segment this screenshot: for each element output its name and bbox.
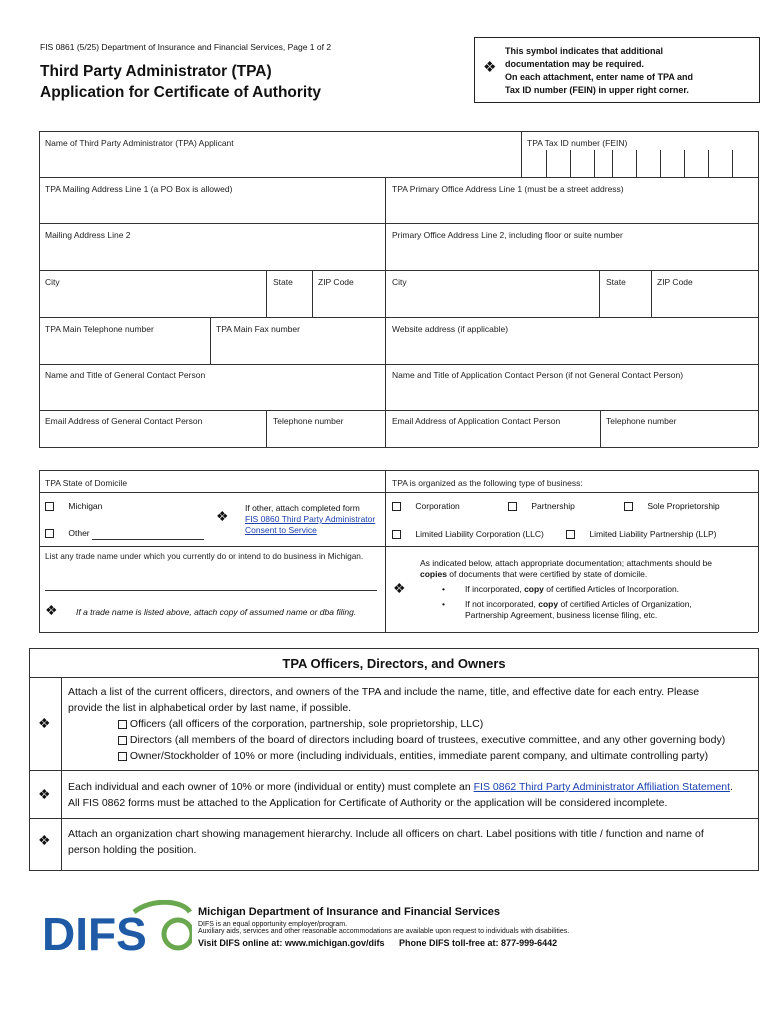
llc-label: Limited Liability Corporation (LLC) [415,529,544,539]
documentation-note [420,558,754,621]
notice-line-1: This symbol indicates that additional [505,46,664,56]
affiliation-suffix: . [730,781,733,793]
form-header [40,42,331,103]
row-line [29,770,759,771]
officers-p1-line1: Attach a list of the current officers, directors, and owners of the TPA and include the name, title, and effective date for each entry. Please [68,686,700,698]
primary-line1-label: TPA Primary Office Address Line 1 (must be a street address) [392,184,624,194]
doc-intro-2 [420,569,754,580]
bullet-2-prefix: If not incorporated, [465,599,539,609]
footer-text [198,906,569,948]
owners-option[interactable] [68,748,756,764]
diamond-icon: ❖ [393,580,406,596]
row-line [39,364,758,365]
office-city-field[interactable] [386,289,599,316]
org-chart-instructions [68,826,756,858]
fis0862-link[interactable]: FIS 0862 Third Party Administrator Affiliation Statement [473,781,731,793]
logo-ring [164,920,192,948]
llc-option[interactable] [392,529,544,539]
sole-prop-checkbox[interactable] [624,502,633,511]
affiliation-line2: All FIS 0862 forms must be attached to the Application for Certificate of Authority or the application will be considered incomplete. [68,797,668,809]
icon-column-line [61,677,62,871]
mailing-zip-label: ZIP Code [318,277,354,287]
other-label: Other [68,528,90,538]
diamond-icon: ❖ [483,59,497,76]
llp-checkbox[interactable] [566,530,575,539]
telephone-field[interactable] [39,336,209,363]
bullet-1-prefix: If incorporated, [465,584,525,594]
affiliation-instructions [68,779,756,811]
llp-label: Limited Liability Partnership (LLP) [589,529,717,539]
office-city-label: City [392,277,407,287]
sole-prop-option[interactable] [624,501,720,511]
fein-tick [594,150,595,177]
diamond-icon: ❖ [38,786,51,802]
notice-line-4: Tax ID number (FEIN) in upper right corner. [505,85,689,95]
general-contact-label: Name and Title of General Contact Person [45,370,206,380]
diamond-icon: ❖ [216,508,229,524]
bullet-1 [420,584,754,595]
grid-right-line [758,131,759,447]
corporation-checkbox[interactable] [392,502,401,511]
row-line [39,177,758,178]
difs-logo [42,900,192,961]
general-email-field[interactable] [39,428,265,447]
corporation-label: Corporation [415,501,460,511]
notice-text [505,45,693,97]
mailing-city-field[interactable] [39,289,265,316]
michigan-label: Michigan [68,501,103,511]
sole-prop-label: Sole Proprietorship [647,501,720,511]
tax-id-field[interactable] [522,150,758,176]
footer-web[interactable]: Visit DIFS online at: www.michigan.gov/difs [198,938,385,948]
partnership-checkbox[interactable] [508,502,517,511]
business-type-label: TPA is organized as the following type of business: [392,478,583,488]
notice-line-2: documentation may be required. [505,59,645,69]
row-line [29,677,759,678]
row-line [39,410,758,411]
title-line-2: Application for Certificate of Authority [40,84,322,101]
general-phone-field[interactable] [267,428,385,447]
officers-instructions [68,684,756,764]
officers-option-label: Officers (all officers of the corporation, partnership, sole proprietorship, LLC) [129,718,484,730]
fein-tick [660,150,661,177]
block-top-line [39,470,758,471]
office-zip-field[interactable] [652,289,758,316]
grid-bottom-line [39,447,758,448]
page-title [40,61,331,103]
row-line [385,546,758,547]
row-line [39,492,385,493]
corporation-option[interactable] [392,501,460,511]
michigan-checkbox[interactable] [45,502,54,511]
bullet-2-line-2: Partnership Agreement, business license filing, etc. [465,610,658,620]
domicile-label: TPA State of Domicile [45,478,128,488]
llc-checkbox[interactable] [392,530,401,539]
office-state-field[interactable] [600,289,650,316]
primary-line2-field[interactable] [386,242,758,270]
org-chart-line1: Attach an organization chart showing management hierarchy. Include all officers on chart. Label positions with title / function and name of [68,828,704,840]
fein-tick [732,150,733,177]
row-line [29,818,759,819]
mailing-state-label: State [273,277,293,287]
footer-contact [198,938,569,948]
general-email-label: Email Address of General Contact Person [45,416,203,426]
website-field[interactable] [386,336,758,363]
mailing-line2-label: Mailing Address Line 2 [45,230,131,240]
application-phone-field[interactable] [601,428,758,447]
other-checkbox[interactable] [45,529,54,538]
block-bottom-line [39,632,758,633]
application-contact-label: Name and Title of Application Contact Person (if not General Contact Person) [392,370,684,380]
if-other-note [245,503,380,536]
fein-tick [684,150,685,177]
fax-label: TPA Main Fax number [216,324,300,334]
row-line [39,223,758,224]
applicant-name-field[interactable] [39,150,521,176]
grid-top-line [39,131,758,132]
primary-line2-label: Primary Office Address Line 2, including floor or suite number [392,230,623,240]
office-zip-label: ZIP Code [657,277,693,287]
row-line [385,492,758,493]
officers-option[interactable] [68,716,756,732]
applicant-name-label: Name of Third Party Administrator (TPA) Applicant [45,138,234,148]
application-phone-label: Telephone number [606,416,677,426]
bullet-dot: • [442,584,445,594]
application-email-field[interactable] [386,428,599,447]
trade-name-note: If a trade name is listed above, attach copy of assumed name or dba filing. [76,607,357,617]
mailing-city-label: City [45,277,60,287]
block-right-line [758,470,759,632]
llp-option[interactable] [566,529,716,539]
owners-checkbox[interactable] [118,752,127,761]
officers-p1-line2: provide the list in alphabetical order by last name, if possible. [68,702,352,714]
notice-line-3: On each attachment, enter name of TPA and [505,72,694,82]
fein-tick [612,150,613,177]
bullet-dot: • [442,599,445,609]
diamond-icon: ❖ [38,715,51,731]
partnership-label: Partnership [531,501,575,511]
affiliation-line1 [68,779,756,795]
application-email-label: Email Address of Application Contact Person [392,416,561,426]
if-other-text: If other, attach completed form [245,503,360,513]
copies-bold: copies [420,569,447,579]
owners-option-label: Owner/Stockholder of 10% or more (including individuals, entities, immediate parent company, and ultimate controlling party) [129,750,709,762]
org-chart-line2: person holding the position. [68,844,197,856]
block-left-line [39,470,40,632]
primary-line1-field[interactable] [386,196,758,223]
difs-logo-graphic [42,900,192,956]
fein-tick [636,150,637,177]
logo-text: DIFS [42,908,147,956]
doc-intro: As indicated below, attach appropriate documentation; attachments should be [420,558,713,568]
mailing-line1-label: TPA Mailing Address Line 1 (a PO Box is allowed) [45,184,233,194]
bullet-2 [420,599,754,621]
partnership-option[interactable] [508,501,575,511]
footer-dept: Michigan Department of Insurance and Financial Services [198,906,500,918]
officers-checkbox[interactable] [118,720,127,729]
michigan-option[interactable] [45,501,102,511]
fein-tick [546,150,547,177]
fis0860-link[interactable]: FIS 0860 Third Party Administrator Consent to Service [245,514,376,535]
fax-field[interactable] [211,336,385,363]
directors-option-label: Directors (all members of the board of directors including board of trustees, executive committee, and any other governing body) [129,734,726,746]
bullet-2-bold: copy [538,599,559,609]
mailing-state-field[interactable] [267,289,311,316]
bullet-1-rest: of certified Articles of Incorporation. [543,584,680,594]
bullet-1-bold: copy [524,584,544,594]
mailing-line1-field[interactable] [39,196,385,223]
form-id: FIS 0861 (5/25) Department of Insurance and Financial Services, Page 1 of 2 [40,42,332,52]
directors-option[interactable] [68,732,756,748]
other-option[interactable] [45,528,90,538]
general-contact-field[interactable] [39,382,385,409]
telephone-label: TPA Main Telephone number [45,324,154,334]
block-center-line [385,470,386,632]
application-contact-field[interactable] [386,382,758,409]
officers-title: TPA Officers, Directors, and Owners [282,656,506,671]
footer-aux: Auxiliary aids, services and other reasonable accommodations are available upon request to individuals with disabilities. [198,928,570,935]
attachment-notice [474,37,760,103]
diamond-icon: ❖ [45,602,58,618]
mailing-line2-field[interactable] [39,242,385,270]
website-label: Website address (if applicable) [392,324,509,334]
title-line-1: Third Party Administrator (TPA) [40,63,272,80]
fein-tick [708,150,709,177]
row-line [39,546,385,547]
office-state-label: State [606,277,626,287]
general-phone-label: Telephone number [273,416,344,426]
footer-eoe: DIFS is an equal opportunity employer/program. [198,921,348,928]
footer-phone: Phone DIFS toll-free at: 877-999-6442 [399,938,558,948]
directors-checkbox[interactable] [118,736,127,745]
trade-name-field[interactable] [45,566,377,590]
doc-intro-2-rest: of documents that were certified by state of domicile. [446,569,648,579]
fein-tick [570,150,571,177]
mailing-zip-field[interactable] [313,289,385,316]
bullet-2-rest: of certified Articles of Organization, [558,599,692,609]
affiliation-prefix: Each individual and each owner of 10% or more (individual or entity) must complete an [68,781,474,793]
trade-name-line [45,590,377,591]
diamond-icon: ❖ [38,832,51,848]
tax-id-label: TPA Tax ID number (FEIN) [527,138,628,148]
row-line [39,317,758,318]
trade-name-prompt: List any trade name under which you currently do or intend to do business in Michigan. [45,551,364,561]
other-state-line[interactable] [92,539,204,540]
